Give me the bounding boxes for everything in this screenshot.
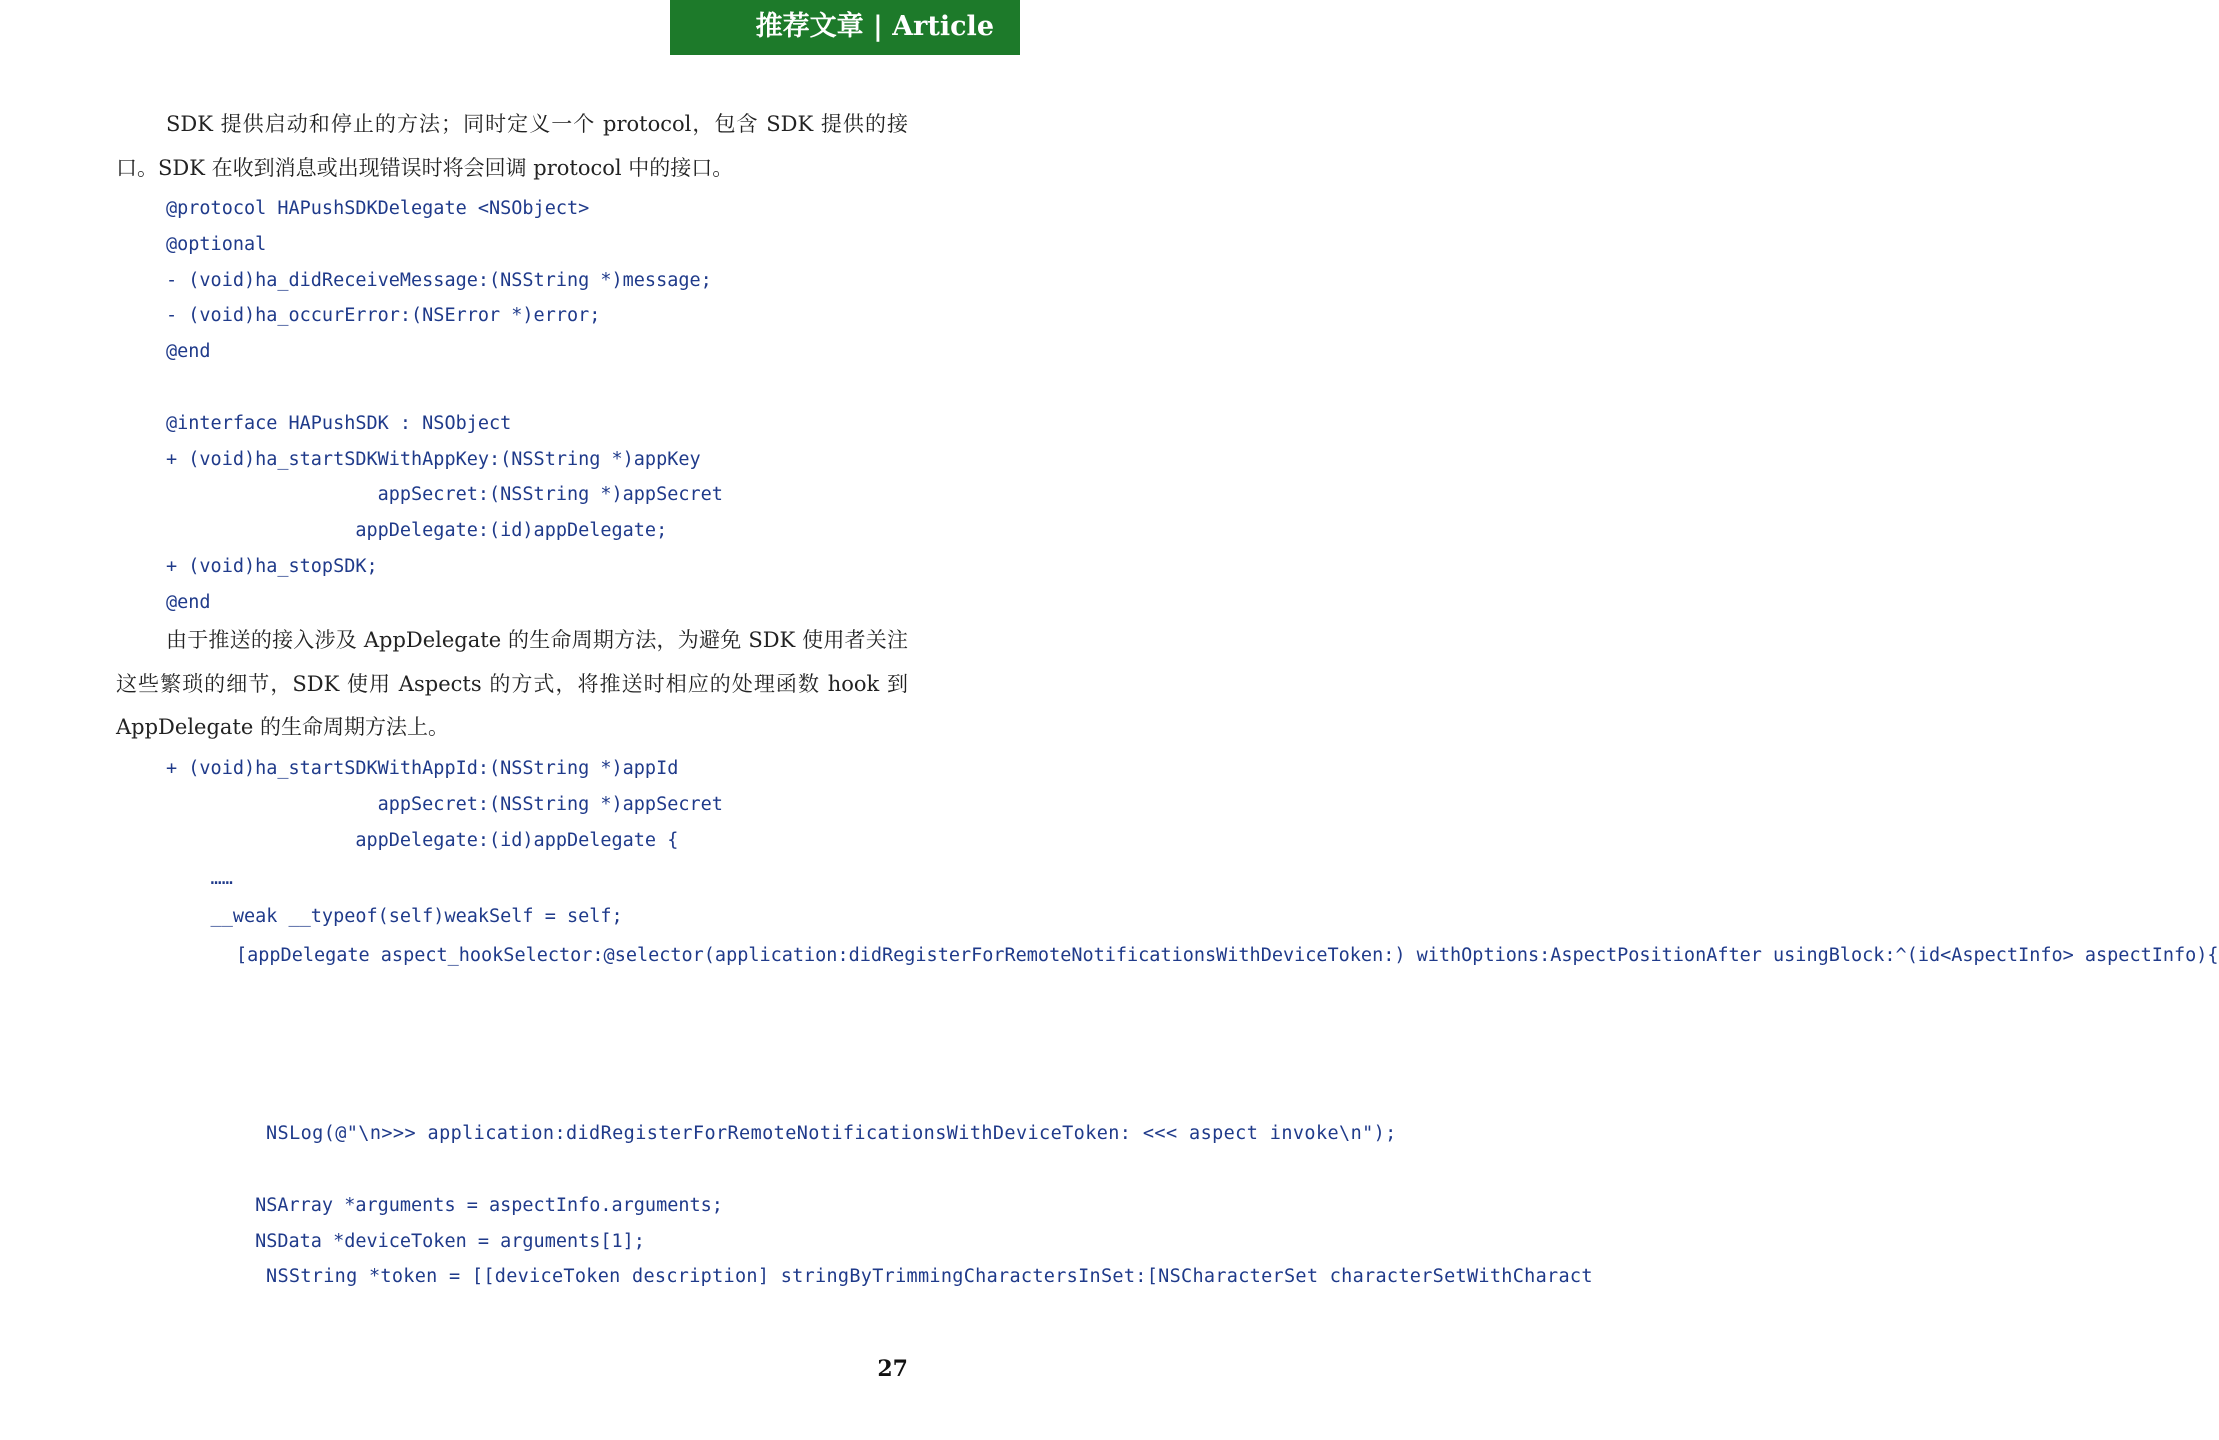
code-line bbox=[166, 370, 908, 406]
code-line: appSecret:(NSString *)appSecret bbox=[166, 793, 723, 815]
code-block-start-sdk bbox=[166, 751, 908, 935]
code-line: - (void)ha_didReceiveMessage:(NSString *)message; bbox=[166, 269, 712, 291]
code-line: …… bbox=[166, 868, 233, 890]
code-line: + (void)ha_stopSDK; bbox=[166, 555, 378, 577]
code-block-arguments bbox=[166, 1188, 908, 1260]
section-title: 推荐文章 | Article bbox=[755, 11, 994, 42]
code-line: @end bbox=[166, 591, 211, 613]
code-line: NSArray *arguments = aspectInfo.arguments; bbox=[166, 1195, 723, 1216]
code-line: @interface HAPushSDK : NSObject bbox=[166, 412, 512, 434]
code-line: appSecret:(NSString *)appSecret bbox=[166, 484, 723, 506]
code-line: appDelegate:(id)appDelegate { bbox=[166, 829, 679, 851]
code-block-protocol bbox=[166, 191, 908, 621]
paragraph-1: SDK 提供启动和停止的方法；同时定义一个 protocol，包含 SDK 提供的接口。SDK 在收到消息或出现错误时将会回调 protocol 中的接口。 bbox=[116, 112, 908, 180]
code-line: - (void)ha_occurError:(NSError *)error; bbox=[166, 305, 601, 327]
code-wrapped-token: NSString *token = [[deviceToken description] stringByTrimmingCharactersInSet:[NSCharacterSet characterSetWithCharact bbox=[266, 1266, 1593, 1287]
code-line: @end bbox=[166, 341, 211, 363]
code-line: + (void)ha_startSDKWithAppId:(NSString *)appId bbox=[166, 758, 679, 779]
code-line: __weak __typeof(self)weakSelf = self; bbox=[166, 906, 623, 928]
code-line: @optional bbox=[166, 233, 267, 255]
code-line: appDelegate:(id)appDelegate; bbox=[166, 520, 668, 542]
paragraph-2-container bbox=[116, 619, 915, 750]
code-line: + (void)ha_startSDKWithAppKey:(NSString *)appKey bbox=[166, 448, 701, 470]
code-wrapped-nslog: NSLog(@"\n>>> application:didRegisterForRemoteNotificationsWithDeviceToken: <<< aspect invoke\n"); bbox=[266, 1123, 1397, 1144]
code-line: @protocol HAPushSDKDelegate <NSObject> bbox=[166, 198, 590, 219]
code-line: NSData *deviceToken = arguments[1]; bbox=[166, 1230, 645, 1252]
code-wrapped-hook-selector: [appDelegate aspect_hookSelector:@selector(application:didRegisterForRemoteNotificationsWithDeviceToken:) withOptions:AspectPositionAfter usingBlock:^(id<AspectInfo> aspectInfo){ bbox=[236, 945, 2219, 966]
page-number: 27 bbox=[877, 1356, 908, 1382]
paragraph-1-container bbox=[116, 103, 908, 190]
paragraph-2: 由于推送的接入涉及 AppDelegate 的生命周期方法，为避免 SDK 使用者关注这些繁琐的细节，SDK 使用 Aspects 的方式，将推送时相应的处理函数 hook 到 AppDelegate 的生命周期方法上。 bbox=[116, 628, 915, 739]
header-bar bbox=[670, 0, 1020, 55]
